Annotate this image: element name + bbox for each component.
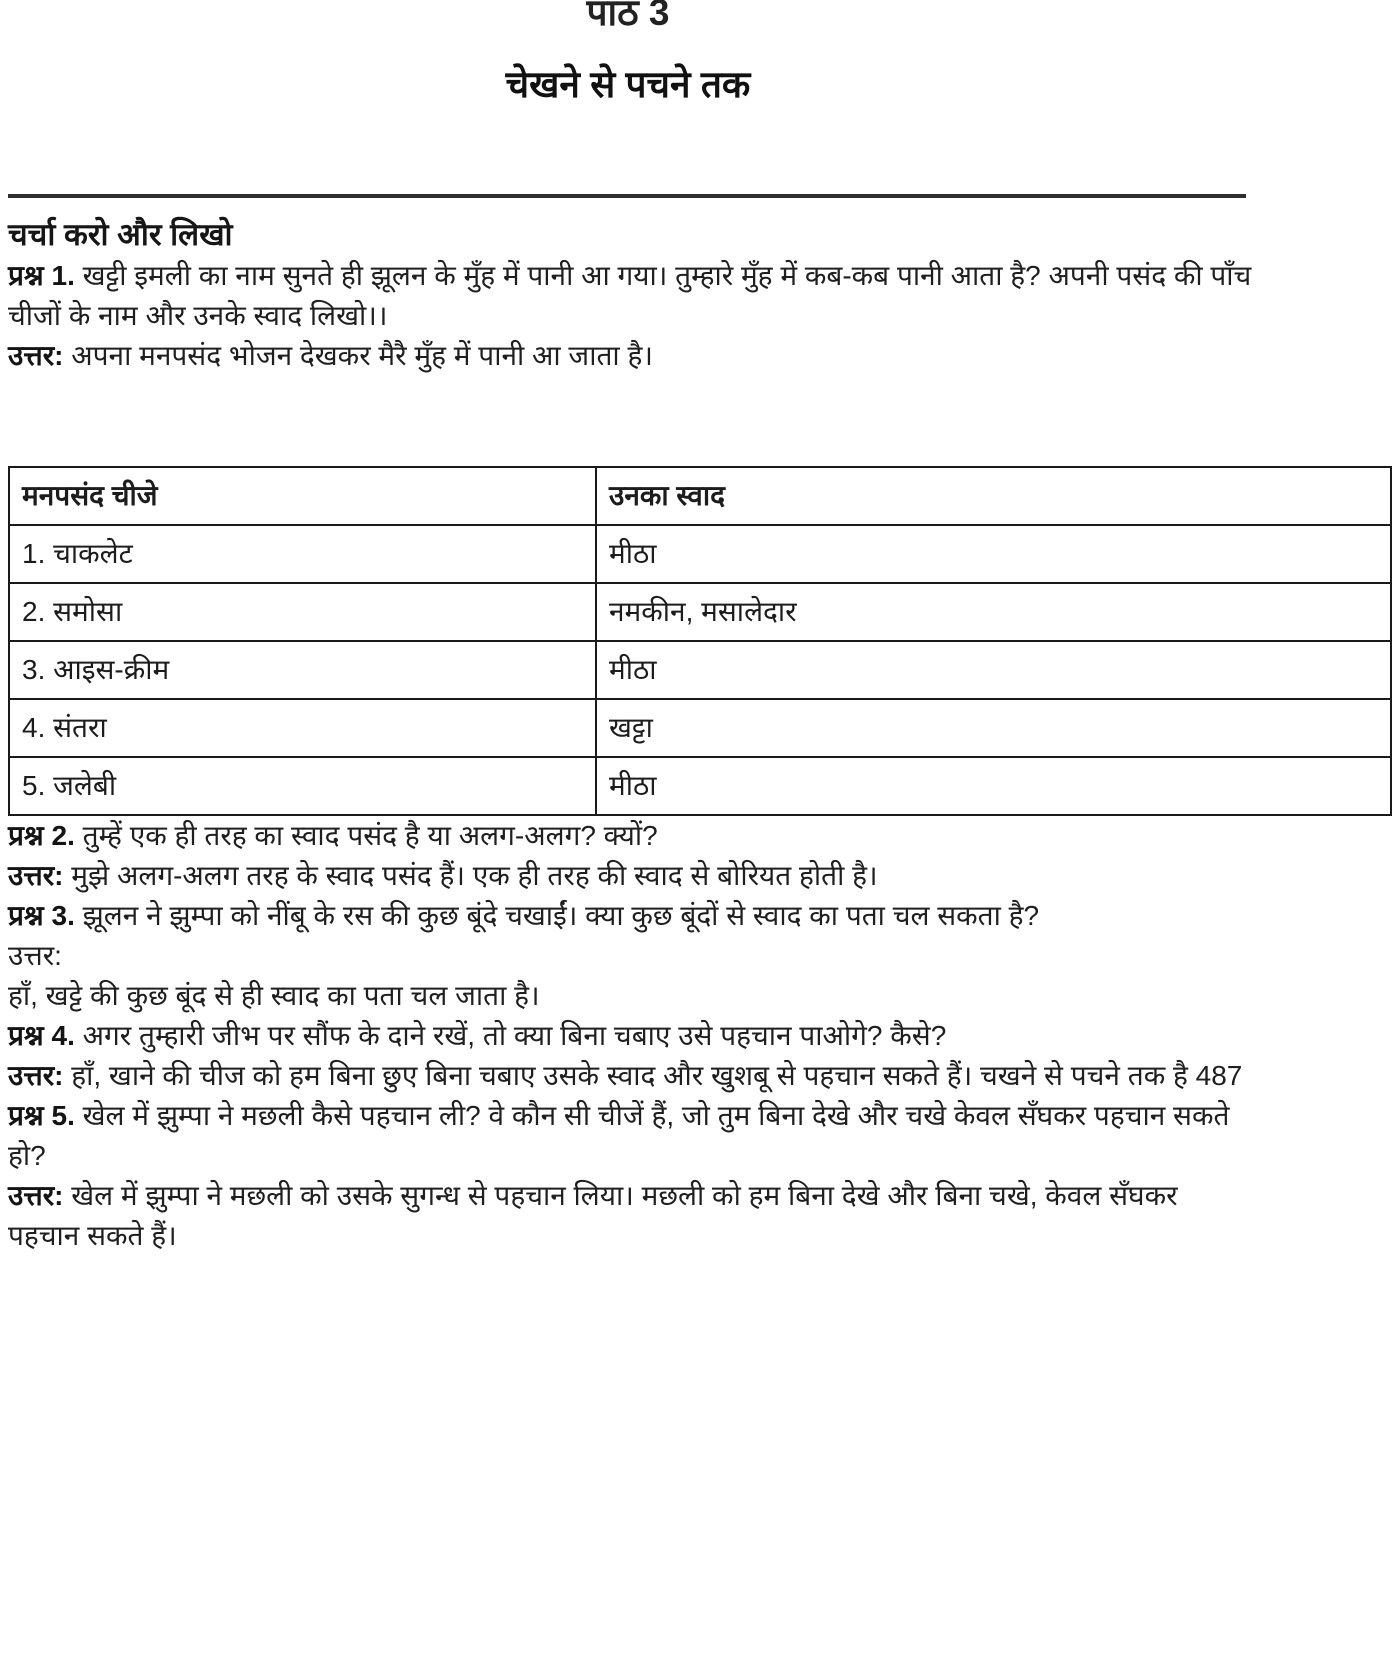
answer-2-text: मुझे अलग-अलग तरह के स्वाद पसंद हैं। एक ही तरह की स्वाद से बोरियत होती है। <box>71 860 878 891</box>
table-cell-taste: मीठा <box>596 525 1391 583</box>
question-4-label: प्रश्न 4. <box>8 1020 75 1051</box>
answer-1-label: उत्तर: <box>8 340 64 371</box>
question-5-block <box>8 1096 1253 1176</box>
table-row <box>9 525 1391 583</box>
section-heading: चर्चा करो और लिखो <box>8 217 233 252</box>
answer-5-label: उत्तर: <box>8 1180 64 1211</box>
question-2-label: प्रश्न 2. <box>8 820 75 851</box>
table-cell-item: 1. चाकलेट <box>9 525 596 583</box>
answer-3-text: हाँ, खट्टे की कुछ बूंद से ही स्वाद का पता चल जाता है। <box>8 980 540 1011</box>
question-3-text: झूलन ने झुम्पा को नींबू के रस की कुछ बूंदे चखाईं। क्या कुछ बूंदों से स्वाद का पता चल सकता है? <box>82 900 1040 931</box>
table-header-row <box>9 467 1391 525</box>
table-header-item: मनपसंद चीजे <box>9 467 596 525</box>
chapter-number-title: पाठ 3 <box>586 0 670 33</box>
answer-3-label: उत्तर: <box>8 940 62 971</box>
answer-1-block <box>8 336 1253 376</box>
favourite-things-table <box>8 466 1392 816</box>
table-cell-item: 5. जलेबी <box>9 757 596 815</box>
answer-1-text: अपना मनपसंद भोजन देखकर मैरै मुँह में पानी आ जाता है। <box>71 340 653 371</box>
table-row <box>9 757 1391 815</box>
table-cell-item: 4. संतरा <box>9 699 596 757</box>
question-3-label: प्रश्न 3. <box>8 900 75 931</box>
answer-4-block <box>8 1056 1253 1096</box>
question-4-block <box>8 1016 1253 1056</box>
chapter-name-title: चेखने से पचने तक <box>505 64 751 105</box>
question-1-text: खट्टी इमली का नाम सुनते ही झूलन के मुँह में पानी आ गया। तुम्हारे मुँह में कब-कब पानी आता है? अपनी पसंद की पाँच चीजों के नाम और उनके स्वाद लिखो।। <box>8 260 1252 331</box>
question-5-text: खेल में झुम्पा ने मछली कैसे पहचान ली? वे कौन सी चीजें हैं, जो तुम बिना देखे और चखे केवल सँघकर पहचान सकते हो? <box>8 1100 1230 1171</box>
question-2-text: तुम्हें एक ही तरह का स्वाद पसंद है या अलग-अलग? क्यों? <box>82 820 658 851</box>
answer-3-label-line <box>8 936 1253 976</box>
question-5-label: प्रश्न 5. <box>8 1100 75 1131</box>
answer-3-block <box>8 976 1253 1016</box>
answer-5-block <box>8 1176 1253 1256</box>
answer-2-label: उत्तर: <box>8 860 64 891</box>
table-header-taste: उनका स्वाद <box>596 467 1391 525</box>
question-1-block <box>8 256 1253 336</box>
table-row <box>9 583 1391 641</box>
answer-4-label: उत्तर: <box>8 1060 64 1091</box>
question-3-block <box>8 896 1253 936</box>
answer-2-block <box>8 856 1253 896</box>
table-cell-taste: मीठा <box>596 641 1391 699</box>
question-4-text: अगर तुम्हारी जीभ पर सौंफ के दाने रखें, तो क्या बिना चबाए उसे पहचान पाओगे? कैसे? <box>82 1020 947 1051</box>
title-block <box>8 0 1248 108</box>
table-cell-item: 3. आइस-क्रीम <box>9 641 596 699</box>
question-2-block <box>8 816 1253 856</box>
question-1-label: प्रश्न 1. <box>8 260 75 291</box>
table-cell-taste: नमकीन, मसालेदार <box>596 583 1391 641</box>
table-cell-taste: खट्टा <box>596 699 1391 757</box>
table-cell-taste: मीठा <box>596 757 1391 815</box>
table-cell-item: 2. समोसा <box>9 583 596 641</box>
horizontal-divider <box>8 194 1246 198</box>
answer-5-text: खेल में झुम्पा ने मछली को उसके सुगन्ध से पहचान लिया। मछली को हम बिना देखे और बिना चखे, केवल सँघकर पहचान सकते हैं। <box>8 1180 1178 1251</box>
table-row <box>9 641 1391 699</box>
table-row <box>9 699 1391 757</box>
answer-4-text: हाँ, खाने की चीज को हम बिना छुए बिना चबाए उसके स्वाद और खुशबू से पहचान सकते हैं। चखने से पचने तक है 487 <box>71 1060 1243 1091</box>
